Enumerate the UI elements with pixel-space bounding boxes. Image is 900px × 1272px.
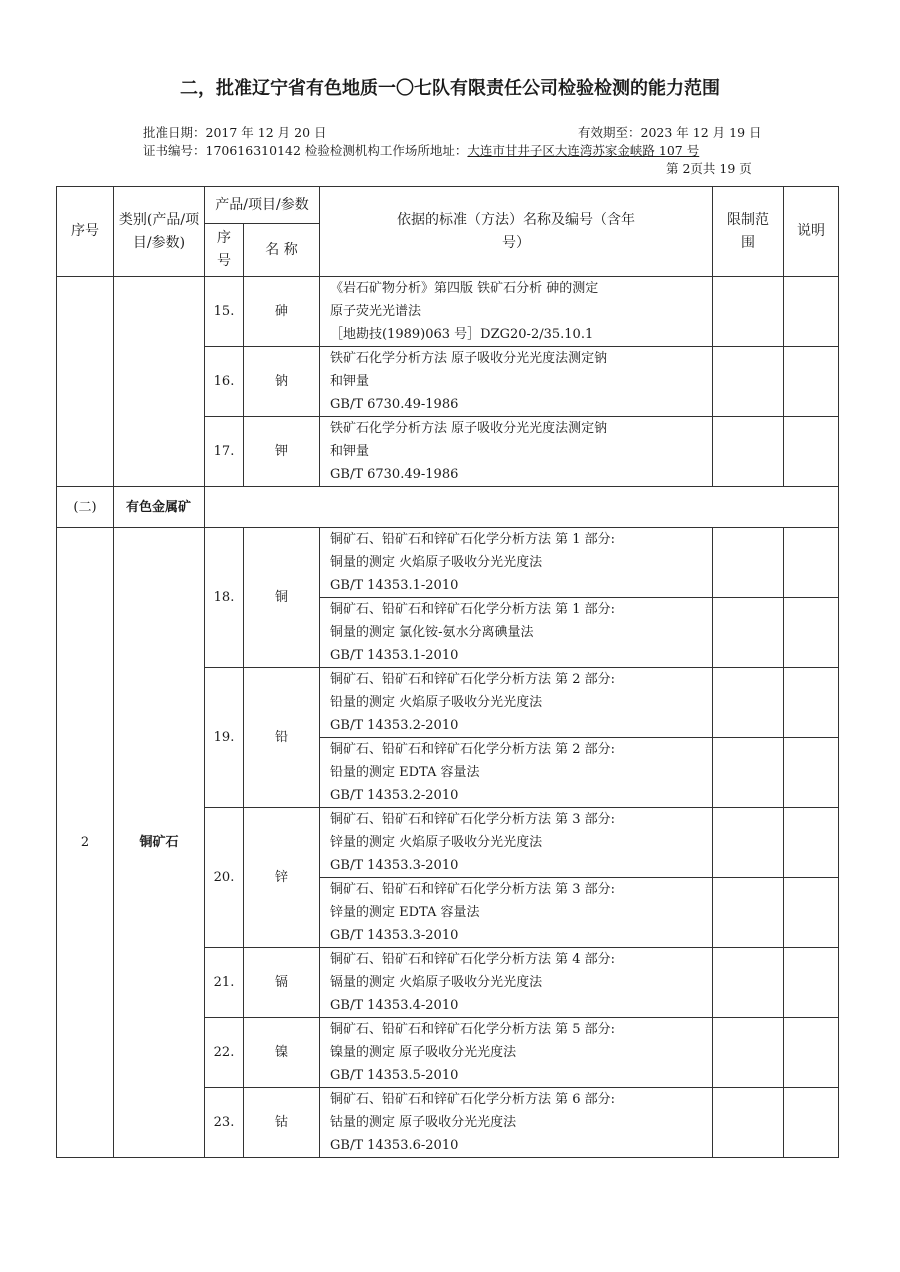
standard-line: 铜矿石、铅矿石和锌矿石化学分析方法 第 1 部分: — [330, 532, 616, 547]
standard-line: 铜矿石、铅矿石和锌矿石化学分析方法 第 3 部分: — [330, 882, 616, 897]
standard-cell — [320, 277, 713, 347]
limit-cell — [713, 668, 784, 738]
note-cell — [784, 878, 839, 948]
note-cell — [784, 347, 839, 417]
note-cell — [784, 1018, 839, 1088]
limit-cell — [713, 738, 784, 808]
table-body — [57, 187, 839, 1158]
standard-line: GB/T 14353.1-2010 — [330, 648, 459, 663]
limit-cell — [713, 347, 784, 417]
standard-line: GB/T 14353.3-2010 — [330, 858, 459, 873]
certificate-label: 证书编号：170616310142 检验检测机构工作场所地址： — [143, 143, 468, 158]
standard-line: 铜矿石、铅矿石和锌矿石化学分析方法 第 6 部分: — [330, 1092, 616, 1107]
item-name: 锌 — [244, 808, 320, 948]
header-sub-serial: 序号 — [205, 224, 244, 277]
note-cell — [784, 417, 839, 487]
standard-line: GB/T 14353.3-2010 — [330, 928, 459, 943]
standard-line: GB/T 14353.2-2010 — [330, 718, 459, 733]
standard-line: 铜矿石、铅矿石和锌矿石化学分析方法 第 2 部分: — [330, 742, 616, 757]
standard-line: 铜量的测定 火焰原子吸收分光光度法 — [330, 555, 543, 570]
table-row — [57, 277, 839, 347]
standard-line: GB/T 6730.49-1986 — [330, 467, 459, 482]
standard-line: 《岩石矿物分析》第四版 铁矿石分析 砷的测定 — [330, 281, 599, 296]
standard-line: 铁矿石化学分析方法 原子吸收分光光度法测定钠 — [330, 351, 608, 366]
note-cell — [784, 277, 839, 347]
limit-cell — [713, 1018, 784, 1088]
standard-line: 铜矿石、铅矿石和锌矿石化学分析方法 第 4 部分: — [330, 952, 616, 967]
page-info: 第 2页共 19 页 — [666, 161, 752, 176]
note-cell — [784, 528, 839, 598]
standard-cell — [320, 1018, 713, 1088]
standard-cell — [320, 598, 713, 668]
header-sub-name: 名 称 — [244, 224, 320, 277]
item-name: 钴 — [244, 1088, 320, 1158]
limit-cell — [713, 528, 784, 598]
limit-cell — [713, 948, 784, 1018]
table-row — [57, 528, 839, 598]
standard-cell — [320, 668, 713, 738]
section-label: (二) — [57, 487, 114, 528]
header-category: 类别(产品/项目/参数) — [114, 187, 205, 277]
note-cell — [784, 668, 839, 738]
capability-table — [56, 186, 839, 1158]
note-cell — [784, 1088, 839, 1158]
standard-line: 和钾量 — [330, 444, 370, 459]
standard-line: 铜矿石、铅矿石和锌矿石化学分析方法 第 2 部分: — [330, 672, 616, 687]
lab-address: 大连市甘井子区大连湾苏家金峡路 107 号 — [467, 143, 700, 158]
standard-line: GB/T 14353.4-2010 — [330, 998, 459, 1013]
item-name: 镍 — [244, 1018, 320, 1088]
header-standard: 依据的标准（方法）名称及编号（含年号） — [320, 187, 713, 277]
header-product-group: 产品/项目/参数 — [205, 187, 320, 224]
standard-line: 铅量的测定 火焰原子吸收分光光度法 — [330, 695, 543, 710]
item-name: 铜 — [244, 528, 320, 668]
item-name: 镉 — [244, 948, 320, 1018]
section-row — [57, 487, 839, 528]
standard-cell — [320, 528, 713, 598]
item-number: 22. — [205, 1018, 244, 1088]
standard-line: 和钾量 — [330, 374, 370, 389]
standard-line: 铜矿石、铅矿石和锌矿石化学分析方法 第 3 部分: — [330, 812, 616, 827]
note-cell — [784, 598, 839, 668]
item-number: 19. — [205, 668, 244, 808]
item-number: 16. — [205, 347, 244, 417]
header-row — [57, 187, 839, 224]
standard-line: 铜矿石、铅矿石和锌矿石化学分析方法 第 1 部分: — [330, 602, 616, 617]
page-title: 二，批准辽宁省有色地质一〇七队有限责任公司检验检测的能力范围 — [180, 78, 720, 99]
valid-until: 有效期至：2023 年 12 月 19 日 — [578, 125, 762, 140]
limit-cell — [713, 277, 784, 347]
limit-cell — [713, 878, 784, 948]
standard-line: 锌量的测定 EDTA 容量法 — [330, 905, 480, 920]
item-number: 18. — [205, 528, 244, 668]
note-cell — [784, 808, 839, 878]
item-number: 23. — [205, 1088, 244, 1158]
item-number: 15. — [205, 277, 244, 347]
standard-line: GB/T 6730.49-1986 — [330, 397, 459, 412]
category-cell-continued — [114, 277, 205, 487]
limit-cell — [713, 417, 784, 487]
standard-line: 铁矿石化学分析方法 原子吸收分光光度法测定钠 — [330, 421, 608, 436]
standard-line: ［地勘技(1989)063 号］DZG20-2/35.10.1 — [330, 327, 594, 342]
limit-cell — [713, 598, 784, 668]
section-name: 有色金属矿 — [114, 487, 205, 528]
standard-line: GB/T 14353.5-2010 — [330, 1068, 459, 1083]
standard-cell — [320, 1088, 713, 1158]
standard-line: GB/T 14353.2-2010 — [330, 788, 459, 803]
approval-date: 批准日期：2017 年 12 月 20 日 — [143, 125, 327, 140]
limit-cell — [713, 1088, 784, 1158]
limit-cell — [713, 808, 784, 878]
header-serial: 序号 — [57, 187, 114, 277]
note-cell — [784, 738, 839, 808]
standard-cell — [320, 808, 713, 878]
item-name: 铅 — [244, 668, 320, 808]
item-number: 20. — [205, 808, 244, 948]
section-filler — [205, 487, 839, 528]
note-cell — [784, 948, 839, 1018]
standard-line: 铜量的测定 氯化铵-氨水分离碘量法 — [330, 625, 534, 640]
standard-line: 铅量的测定 EDTA 容量法 — [330, 765, 480, 780]
standard-cell — [320, 417, 713, 487]
standard-line: GB/T 14353.6-2010 — [330, 1138, 459, 1153]
group-serial: 2 — [57, 528, 114, 1158]
standard-line: 锌量的测定 火焰原子吸收分光光度法 — [330, 835, 543, 850]
item-name: 钠 — [244, 347, 320, 417]
serial-cell-continued — [57, 277, 114, 487]
standard-line: 镉量的测定 火焰原子吸收分光光度法 — [330, 975, 543, 990]
standard-line: 镍量的测定 原子吸收分光光度法 — [330, 1045, 517, 1060]
standard-cell — [320, 738, 713, 808]
item-number: 21. — [205, 948, 244, 1018]
item-number: 17. — [205, 417, 244, 487]
standard-cell — [320, 347, 713, 417]
standard-line: 钴量的测定 原子吸收分光光度法 — [330, 1115, 517, 1130]
standard-line: 原子荧光光谱法 — [330, 304, 422, 319]
certificate-line — [143, 141, 699, 159]
standard-cell — [320, 948, 713, 1018]
header-limit: 限制范围 — [713, 187, 784, 277]
item-name: 砷 — [244, 277, 320, 347]
standard-line: GB/T 14353.1-2010 — [330, 578, 459, 593]
header-note: 说明 — [784, 187, 839, 277]
group-category: 铜矿石 — [114, 528, 205, 1158]
standard-cell — [320, 878, 713, 948]
item-name: 钾 — [244, 417, 320, 487]
standard-line: 铜矿石、铅矿石和锌矿石化学分析方法 第 5 部分: — [330, 1022, 616, 1037]
